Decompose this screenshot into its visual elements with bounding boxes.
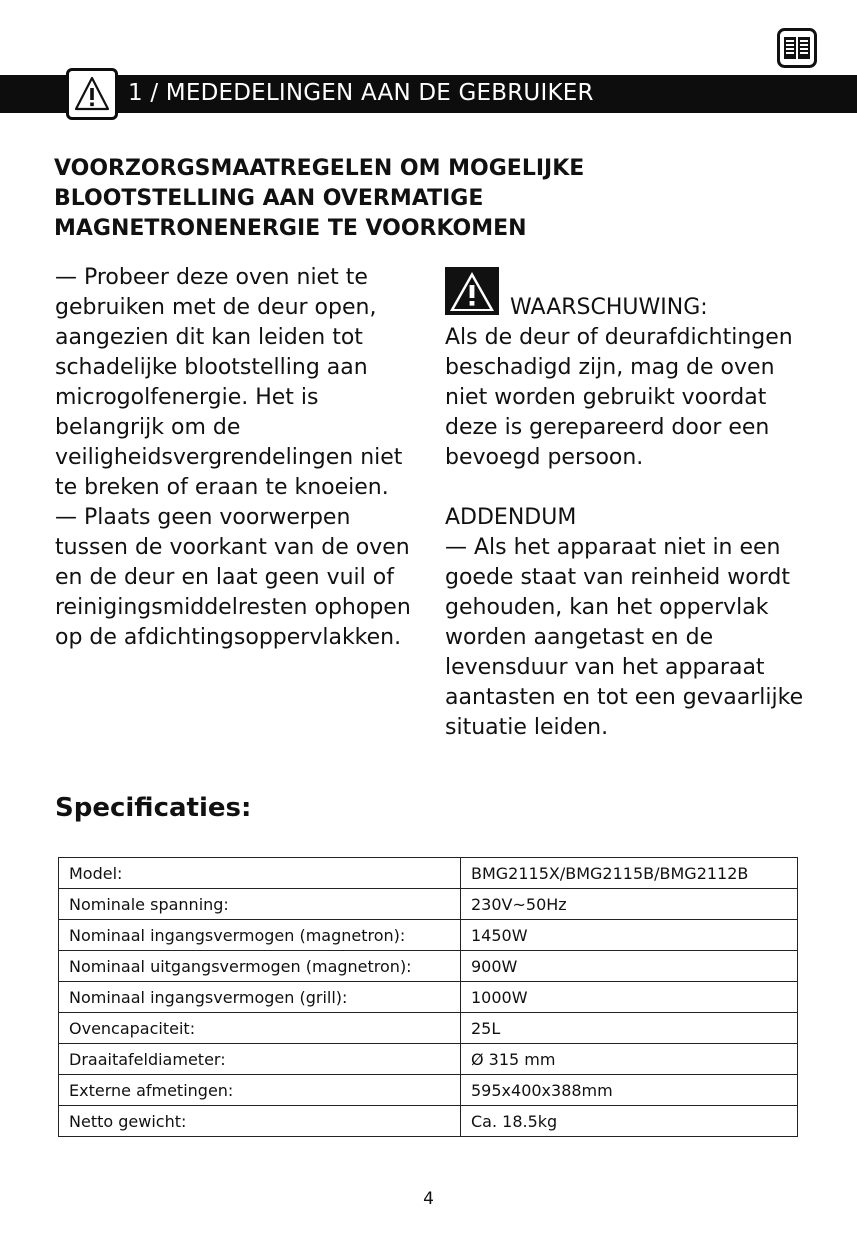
right-column: [445, 263, 815, 743]
manual-book-icon: [777, 28, 817, 68]
table-row: [59, 982, 798, 1013]
precaution-paragraph-seals: — Plaats geen voorwerpen tussen de voorkant van de oven en de deur en laat geen vuil of reinigingsmiddelresten ophopen op de afdichtingsoppervlakken.: [55, 505, 411, 650]
spec-label: Nominaal ingangsvermogen (grill):: [59, 982, 461, 1013]
spec-value: 230V~50Hz: [461, 889, 798, 920]
warning-label: WAARSCHUWING:: [510, 295, 708, 320]
warning-line: [445, 263, 815, 323]
precautions-heading: VOORZORGSMAATREGELEN OM MOGELIJKE BLOOTSTELLING AAN OVERMATIGE MAGNETRONENERGIE TE VOORKOMEN: [54, 156, 585, 241]
left-column: [55, 263, 425, 653]
table-row: [59, 951, 798, 982]
warning-icon: [445, 267, 499, 324]
table-row: [59, 1044, 798, 1075]
table-row: [59, 1075, 798, 1106]
spec-label: Externe afmetingen:: [59, 1075, 461, 1106]
spec-label: Nominaal uitgangsvermogen (magnetron):: [59, 951, 461, 982]
spec-value: 1000W: [461, 982, 798, 1013]
warning-text: Als de deur of deurafdichtingen beschadigd zijn, mag de oven niet worden gebruikt voordat deze is gerepareerd door een bevoegd persoon.: [445, 325, 793, 470]
spec-label: Netto gewicht:: [59, 1106, 461, 1137]
spec-value: 900W: [461, 951, 798, 982]
warning-triangle-icon: [73, 75, 111, 113]
page-number: 4: [423, 1189, 434, 1209]
table-row: [59, 858, 798, 889]
spec-value: Ca. 18.5kg: [461, 1106, 798, 1137]
spec-value: 1450W: [461, 920, 798, 951]
addendum-text: — Als het apparaat niet in een goede staat van reinheid wordt gehouden, kan het oppervlak worden aangetast en de levensduur van het apparaat aantasten en tot een gevaarlijke situatie leiden.: [445, 535, 804, 740]
spec-label: Nominaal ingangsvermogen (magnetron):: [59, 920, 461, 951]
spec-value: Ø 315 mm: [461, 1044, 798, 1075]
spec-label: Nominale spanning:: [59, 889, 461, 920]
header-warning-badge: [66, 68, 118, 120]
addendum-title: ADDENDUM: [445, 505, 577, 530]
spec-label: Draaitafeldiameter:: [59, 1044, 461, 1075]
spec-label: Ovencapaciteit:: [59, 1013, 461, 1044]
specifications-table: [58, 857, 798, 1137]
spec-value: 595x400x388mm: [461, 1075, 798, 1106]
precaution-paragraph-door: — Probeer deze oven niet te gebruiken met de deur open, aangezien dit kan leiden tot schadelijke blootstelling aan microgolfenergie. Het is belangrijk om de veiligheidsvergrendelingen niet te breken of eraan te knoeien.: [55, 265, 403, 500]
specifications-title: Specificaties:: [55, 793, 252, 823]
table-row: [59, 1013, 798, 1044]
table-row: [59, 1106, 798, 1137]
spec-value: 25L: [461, 1013, 798, 1044]
spec-label: Model:: [59, 858, 461, 889]
spec-value: BMG2115X/BMG2115B/BMG2112B: [461, 858, 798, 889]
table-row: [59, 920, 798, 951]
table-row: [59, 889, 798, 920]
section-header-title: 1 / MEDEDELINGEN AAN DE GEBRUIKER: [128, 80, 594, 106]
